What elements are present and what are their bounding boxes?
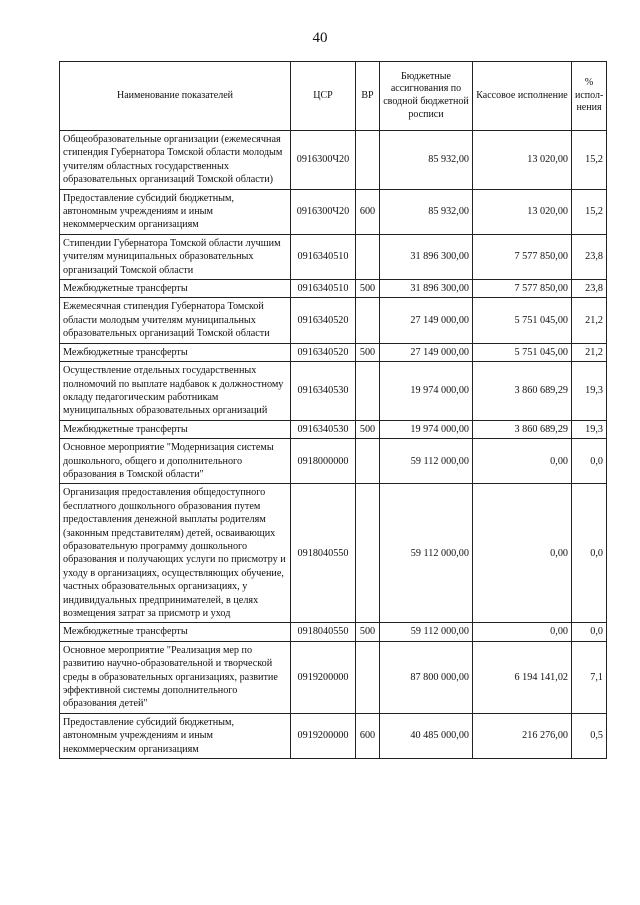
cell-budget: 85 932,00 (380, 131, 473, 190)
cell-vr (356, 439, 380, 484)
table-row (60, 131, 607, 190)
cell-csr: 0919200000 (291, 641, 356, 713)
cell-csr: 0916340510 (291, 234, 356, 279)
table-row (60, 439, 607, 484)
cell-name: Межбюджетные трансферты (60, 420, 291, 438)
cell-budget: 40 485 000,00 (380, 713, 473, 758)
table-row (60, 280, 607, 298)
table-row (60, 298, 607, 343)
cell-vr (356, 234, 380, 279)
cell-cash: 13 020,00 (473, 189, 572, 234)
cell-vr (356, 298, 380, 343)
cell-cash: 3 860 689,29 (473, 362, 572, 421)
cell-percent: 21,2 (572, 298, 607, 343)
cell-name: Предоставление субсидий бюджетным, автономным учреждениям и иным некоммерческим организациям (60, 189, 291, 234)
table-row (60, 641, 607, 713)
cell-csr: 0916340520 (291, 298, 356, 343)
cell-percent: 0,5 (572, 713, 607, 758)
cell-budget: 19 974 000,00 (380, 420, 473, 438)
cell-name: Осуществление отдельных государственных полномочий по выплате надбавок к должностному окладу педагогическим работникам муниципальных образовательных организаций (60, 362, 291, 421)
table-row (60, 362, 607, 421)
cell-csr: 0918040550 (291, 484, 356, 623)
cell-percent: 7,1 (572, 641, 607, 713)
cell-budget: 19 974 000,00 (380, 362, 473, 421)
page-number: 40 (312, 30, 328, 46)
cell-name: Ежемесячная стипендия Губернатора Томской области молодым учителям муниципальных образовательных организаций Томской области (60, 298, 291, 343)
table-row (60, 713, 607, 758)
cell-budget: 85 932,00 (380, 189, 473, 234)
cell-percent: 15,2 (572, 131, 607, 190)
cell-csr: 0918000000 (291, 439, 356, 484)
cell-vr: 500 (356, 420, 380, 438)
cell-name: Стипендии Губернатора Томской области лучшим учителям муниципальных образовательных организаций Томской области (60, 234, 291, 279)
table-row (60, 234, 607, 279)
cell-vr: 500 (356, 280, 380, 298)
header-budget: Бюджетные ассигнования по сводной бюджетной росписи (380, 62, 473, 131)
cell-name: Организация предоставления общедоступного бесплатного дошкольного образования путем предоставления денежной выплаты родителям (законным представителям) детей, осваивающих образовательную программу дошкольного образования и получающих услуги по присмотру и уходу в организациях, осуществляющих обучение, частных образовательных организациях, у индивидуальных предпринимателей, в целях возмещения затрат за присмотр и уход (60, 484, 291, 623)
table-row (60, 189, 607, 234)
cell-cash: 5 751 045,00 (473, 343, 572, 361)
cell-cash: 7 577 850,00 (473, 280, 572, 298)
cell-csr: 0916300Ч20 (291, 189, 356, 234)
cell-percent: 23,8 (572, 234, 607, 279)
cell-csr: 0916340530 (291, 420, 356, 438)
table-row (60, 623, 607, 641)
cell-name: Межбюджетные трансферты (60, 343, 291, 361)
table-row (60, 343, 607, 361)
table-row (60, 420, 607, 438)
cell-vr: 600 (356, 189, 380, 234)
cell-vr: 500 (356, 623, 380, 641)
cell-percent: 0,0 (572, 484, 607, 623)
budget-execution-table (59, 61, 607, 759)
cell-csr: 0916340510 (291, 280, 356, 298)
cell-name: Общеобразовательные организации (ежемесячная стипендия Губернатора Томской области молодым учителям областных государственных образовательных организаций Томской области) (60, 131, 291, 190)
cell-percent: 0,0 (572, 439, 607, 484)
cell-budget: 27 149 000,00 (380, 298, 473, 343)
cell-cash: 5 751 045,00 (473, 298, 572, 343)
cell-name: Предоставление субсидий бюджетным, автономным учреждениям и иным некоммерческим организациям (60, 713, 291, 758)
cell-cash: 6 194 141,02 (473, 641, 572, 713)
cell-vr (356, 484, 380, 623)
cell-percent: 19,3 (572, 420, 607, 438)
header-cash: Кассовое исполнение (473, 62, 572, 131)
cell-csr: 0916340520 (291, 343, 356, 361)
cell-cash: 0,00 (473, 623, 572, 641)
cell-budget: 31 896 300,00 (380, 234, 473, 279)
header-csr: ЦСР (291, 62, 356, 131)
cell-vr (356, 362, 380, 421)
cell-csr: 0916340530 (291, 362, 356, 421)
cell-vr (356, 641, 380, 713)
cell-name: Основное мероприятие "Реализация мер по развитию научно-образовательной и творческой среды в образовательных организациях, развитие эффективной системы дополнительного образования детей" (60, 641, 291, 713)
header-vr: ВР (356, 62, 380, 131)
cell-vr (356, 131, 380, 190)
cell-name: Основное мероприятие "Модернизация системы дошкольного, общего и дополнительного образования в Томской области" (60, 439, 291, 484)
cell-name: Межбюджетные трансферты (60, 280, 291, 298)
cell-csr: 0918040550 (291, 623, 356, 641)
cell-percent: 23,8 (572, 280, 607, 298)
cell-budget: 59 112 000,00 (380, 439, 473, 484)
cell-cash: 0,00 (473, 439, 572, 484)
cell-percent: 21,2 (572, 343, 607, 361)
table-row (60, 484, 607, 623)
cell-budget: 59 112 000,00 (380, 623, 473, 641)
cell-budget: 59 112 000,00 (380, 484, 473, 623)
cell-cash: 13 020,00 (473, 131, 572, 190)
table-header-row (60, 62, 607, 131)
cell-percent: 19,3 (572, 362, 607, 421)
cell-cash: 216 276,00 (473, 713, 572, 758)
cell-name: Межбюджетные трансферты (60, 623, 291, 641)
cell-vr: 600 (356, 713, 380, 758)
cell-cash: 0,00 (473, 484, 572, 623)
cell-percent: 0,0 (572, 623, 607, 641)
cell-csr: 0916300Ч20 (291, 131, 356, 190)
cell-vr: 500 (356, 343, 380, 361)
cell-cash: 3 860 689,29 (473, 420, 572, 438)
cell-budget: 31 896 300,00 (380, 280, 473, 298)
header-name: Наименование показателей (60, 62, 291, 131)
cell-percent: 15,2 (572, 189, 607, 234)
cell-csr: 0919200000 (291, 713, 356, 758)
cell-budget: 27 149 000,00 (380, 343, 473, 361)
cell-cash: 7 577 850,00 (473, 234, 572, 279)
cell-budget: 87 800 000,00 (380, 641, 473, 713)
header-percent: % испол-нения (572, 62, 607, 131)
